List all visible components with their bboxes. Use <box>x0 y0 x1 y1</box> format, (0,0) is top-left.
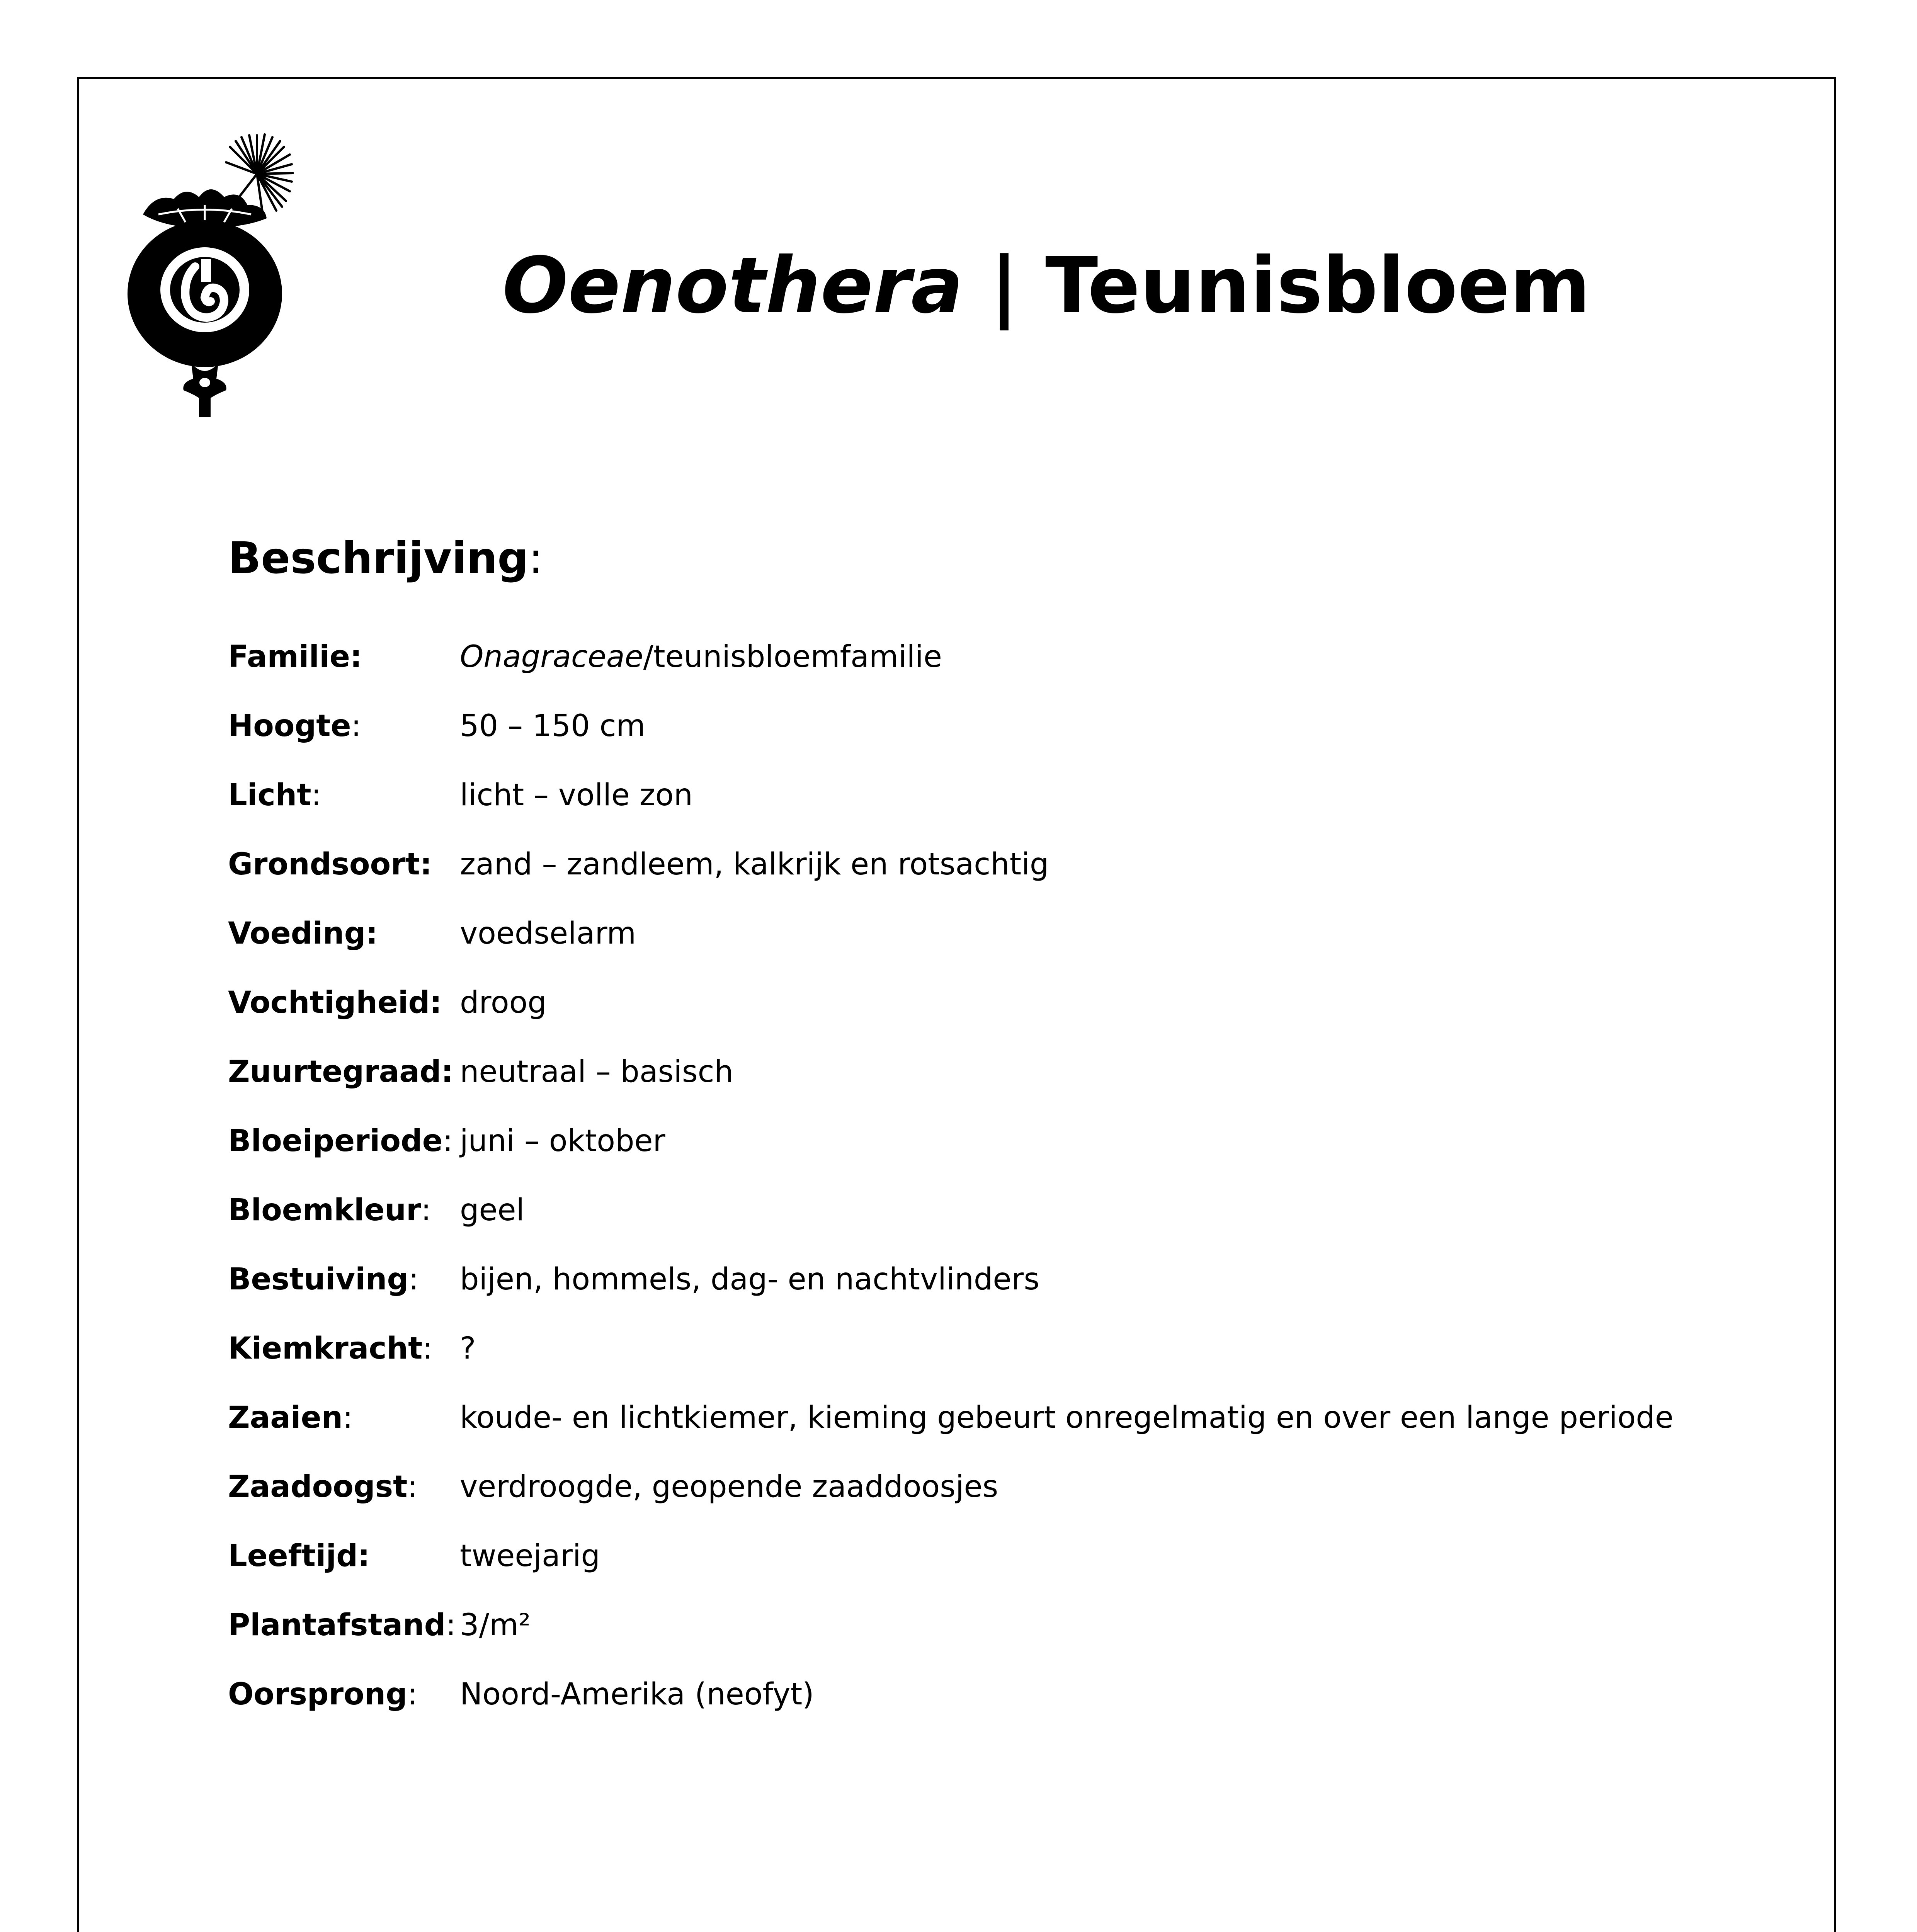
property-label-colon: : <box>311 777 321 813</box>
property-value <box>460 1053 1735 1091</box>
property-value <box>460 1675 1735 1714</box>
property-row <box>228 830 1735 899</box>
property-value <box>460 845 1735 884</box>
property-label-text: Grondsoort: <box>228 847 432 882</box>
property-label <box>228 983 460 1022</box>
property-label-text: Plantafstand <box>228 1607 446 1643</box>
title-separator: | <box>963 241 1045 331</box>
property-value <box>460 1468 1735 1506</box>
property-row <box>228 1452 1735 1521</box>
property-value-text: juni – oktober <box>460 1123 665 1158</box>
property-value-text: voedselarm <box>460 916 636 951</box>
property-label-text: Bloeiperiode <box>228 1123 443 1158</box>
property-label <box>228 776 460 815</box>
property-label-colon: : <box>407 1677 418 1712</box>
property-value-text: verdroogde, geopende zaaddoosjes <box>460 1469 998 1504</box>
property-row <box>228 899 1735 968</box>
property-label-text: Licht <box>228 777 311 813</box>
property-value <box>460 1398 1735 1437</box>
property-label <box>228 1468 460 1506</box>
property-label-text: Bestuiving <box>228 1262 409 1297</box>
property-row <box>228 760 1735 830</box>
property-label-text: Zuurtegraad: <box>228 1054 453 1089</box>
property-value-text: ? <box>460 1331 476 1366</box>
property-value-italic: Onagraceae <box>460 639 643 674</box>
property-label-colon: : <box>351 708 361 743</box>
property-row <box>228 691 1735 760</box>
property-label-colon: : <box>422 1331 433 1366</box>
property-row <box>228 968 1735 1037</box>
property-row <box>228 1383 1735 1452</box>
property-value-text: droog <box>460 985 547 1020</box>
poppy-seedpod-logo-icon <box>128 131 294 417</box>
property-label-colon: : <box>442 1123 453 1158</box>
title-genus: Oenothera <box>502 241 963 331</box>
property-value <box>460 983 1735 1022</box>
property-label <box>228 1191 460 1230</box>
property-value <box>460 1537 1735 1575</box>
property-value <box>460 707 1735 745</box>
section-heading <box>228 529 543 587</box>
property-row <box>228 1521 1735 1590</box>
property-label-colon: : <box>343 1400 353 1435</box>
property-label-text: Oorsprong <box>228 1677 408 1712</box>
property-row <box>228 1175 1735 1245</box>
property-value <box>460 1329 1735 1368</box>
property-label-text: Familie: <box>228 639 362 674</box>
property-value-text: geel <box>460 1192 525 1228</box>
property-label <box>228 1606 460 1645</box>
property-label <box>228 1675 460 1714</box>
property-label-text: Kiemkracht <box>228 1331 423 1366</box>
property-value <box>460 638 1735 676</box>
property-value <box>460 1606 1735 1645</box>
property-label-text: Zaadoogst <box>228 1469 408 1504</box>
property-value-text: koude- en lichtkiemer, kieming gebeurt onregelmatig en over een lange periode <box>460 1400 1674 1435</box>
property-value <box>460 1122 1735 1160</box>
property-value-text: neutraal – basisch <box>460 1054 733 1089</box>
section-heading-colon: : <box>528 533 543 583</box>
property-value <box>460 1191 1735 1230</box>
property-value-text: /teunisbloemfamilie <box>643 639 942 674</box>
property-label <box>228 638 460 676</box>
property-value-text: tweejarig <box>460 1538 600 1573</box>
property-value-text: Noord-Amerika (neofyt) <box>460 1677 814 1712</box>
property-label-text: Bloemkleur <box>228 1192 421 1228</box>
section-heading-text: Beschrijving <box>228 533 529 583</box>
property-label-text: Leeftijd: <box>228 1538 370 1573</box>
property-label <box>228 1260 460 1299</box>
property-label-text: Zaaien <box>228 1400 343 1435</box>
property-value-text: licht – volle zon <box>460 777 693 813</box>
property-label-text: Vochtigheid: <box>228 985 442 1020</box>
property-label <box>228 1398 460 1437</box>
property-label <box>228 1122 460 1160</box>
property-row <box>228 1106 1735 1175</box>
property-label <box>228 845 460 884</box>
property-row <box>228 622 1735 691</box>
property-value <box>460 1260 1735 1299</box>
property-label-text: Hoogte <box>228 708 351 743</box>
property-row <box>228 1245 1735 1314</box>
property-label <box>228 707 460 745</box>
property-label <box>228 914 460 953</box>
property-list <box>228 622 1735 1729</box>
property-row <box>228 1037 1735 1106</box>
property-value <box>460 914 1735 953</box>
property-label <box>228 1053 460 1091</box>
property-value-text: 3/m² <box>460 1607 531 1643</box>
property-value-text: 50 – 150 cm <box>460 708 646 743</box>
property-value-text: zand – zandleem, kalkrijk en rotsachtig <box>460 847 1049 882</box>
page-title <box>502 236 1739 336</box>
property-label <box>228 1329 460 1368</box>
property-label-colon: : <box>421 1192 431 1228</box>
property-label <box>228 1537 460 1575</box>
property-row <box>228 1590 1735 1660</box>
title-common-name: Teunisbloem <box>1045 241 1591 331</box>
property-row <box>228 1314 1735 1383</box>
property-label-colon: : <box>408 1262 419 1297</box>
property-label-colon: : <box>446 1607 456 1643</box>
property-value-text: bijen, hommels, dag- en nachtvlinders <box>460 1262 1040 1297</box>
property-label-colon: : <box>407 1469 418 1504</box>
property-value <box>460 776 1735 815</box>
property-label-text: Voeding: <box>228 916 378 951</box>
property-row <box>228 1660 1735 1729</box>
